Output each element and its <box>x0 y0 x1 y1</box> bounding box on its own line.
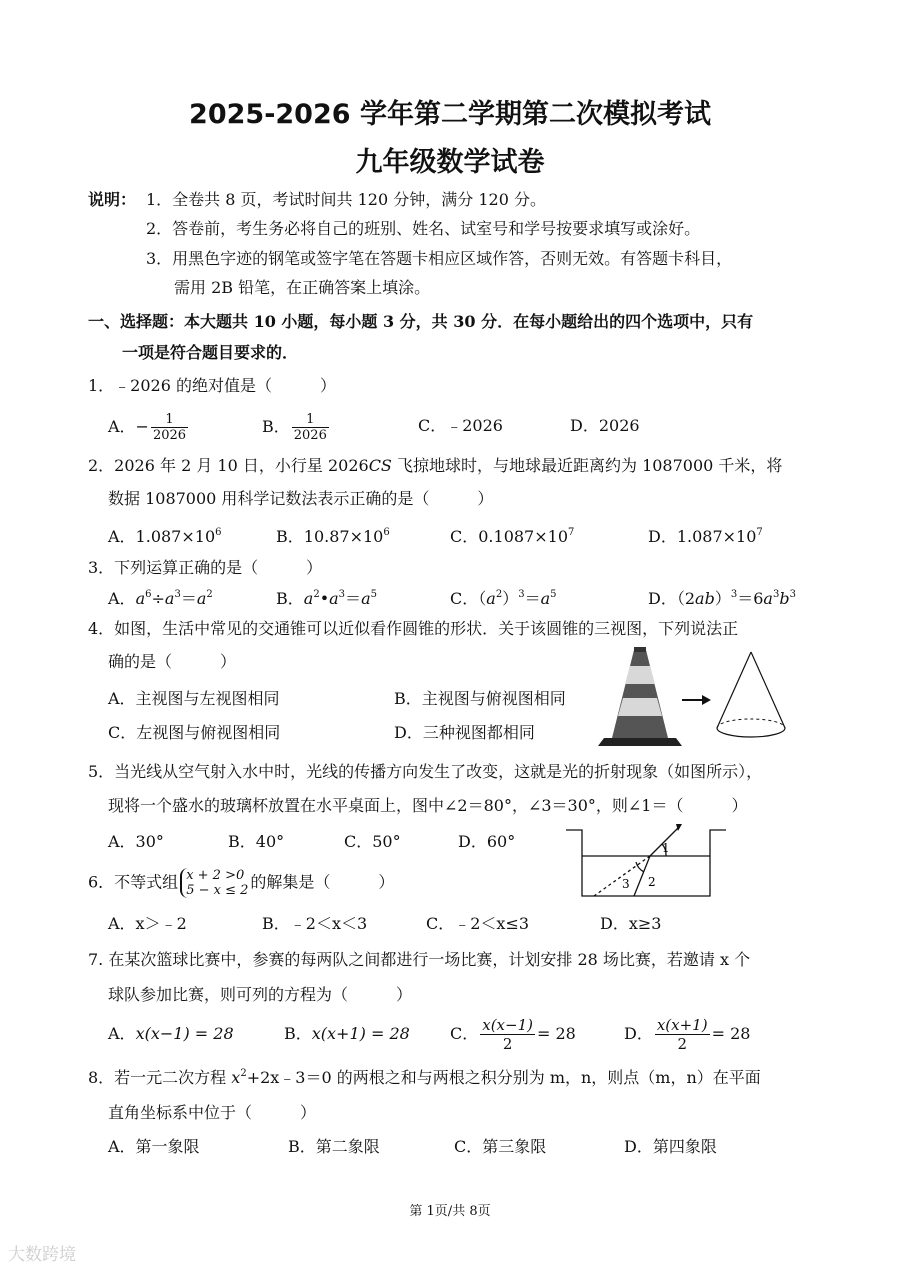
section1-heading-line2: 一项是符合题目要求的． <box>122 343 299 362</box>
q5-option-d: D．60° <box>458 832 516 851</box>
q8-option-b: B．第二象限 <box>288 1137 380 1156</box>
q6-option-c: C．﹣2＜x≤3 <box>426 914 530 933</box>
instruction-item-4: 需用 2B 铅笔，在正确答案上填涂。 <box>174 278 431 297</box>
q2-option-d: D．$1.087\times 10^7$ <box>648 527 763 546</box>
traffic-cone-icon <box>598 647 682 746</box>
q6-option-a: A．x＞﹣2 <box>108 914 187 933</box>
q5-stem-line1: 5．当光线从空气射入水中时，光线的传播方向发生了改变，这就是光的折射现象（如图所示）， <box>88 762 763 781</box>
figure-label-1: 1 <box>662 841 670 855</box>
cone-diagram-icon <box>717 652 785 737</box>
figure-label-2: 2 <box>648 875 656 889</box>
q5-option-c: C．50° <box>344 832 401 851</box>
q3-option-c: C．$(a^2)^3=a^5$ <box>450 589 557 608</box>
q6-option-d: D．x≥3 <box>600 914 662 933</box>
q3-option-b: B．$a^2•a^3=a^5$ <box>276 589 377 608</box>
exam-subtitle: 九年级数学试卷 <box>355 147 545 178</box>
q4-option-c: C．左视图与俯视图相同 <box>108 723 281 742</box>
q7-stem-line2: 球队参加比赛，则可列的方程为（ ） <box>108 985 413 1004</box>
q1-option-d: D．2026 <box>570 416 640 435</box>
instruction-item-3: 3．用黑色字迹的钢笔或签字笔在答题卡相应区域作答，否则无效。有答题卡科目， <box>146 249 733 268</box>
q5-stem-line2: 现将一个盛水的玻璃杯放置在水平桌面上，图中∠2＝80°，∠3＝30°，则∠1＝（ ） <box>108 796 748 815</box>
q8-option-d: D．第四象限 <box>624 1137 717 1156</box>
q8-stem-line2: 直角坐标系中位于（ ） <box>108 1103 317 1122</box>
q7-option-b: B．x(x+1) = 28 <box>284 1024 410 1043</box>
instructions-label: 说明： <box>88 190 137 209</box>
instruction-item-1: 1．全卷共 8 页，考试时间共 120 分钟，满分 120 分。 <box>146 190 546 209</box>
page-number: 第 1页/共 8页 <box>409 1204 491 1219</box>
q8-option-c: C．第三象限 <box>454 1137 547 1156</box>
q7-option-c: C． $\frac{x(x-1)}{2}$ = 28 <box>450 1016 576 1053</box>
q4-stem-line1: 4．如图，生活中常见的交通锥可以近似看作圆锥的形状．关于该圆锥的三视图，下列说法正 <box>88 619 739 638</box>
q2-stem-line1: 2．2026 年 2 月 10 日，小行星 2026CS 飞掠地球时，与地球最近距离约为 1087000 千米，将 <box>88 456 783 475</box>
q6-stem: 6．不等式组 x + 2 >0 5 − x ≤ 2 的解集是（ ） <box>88 868 395 898</box>
section1-heading-line1: 一、选择题：本大题共 10 小题，每小题 3 分，共 30 分．在每小题给出的四个选项中，只有 <box>88 312 754 331</box>
q8-stem-line1: 8．若一元二次方程 $x^2+2x﹣3=0$ 的两根之和与两根之积分别为 m，n，则点（m，n）在平面 <box>88 1068 761 1087</box>
q4-option-d: D．三种视图都相同 <box>394 723 535 742</box>
q2-option-a: A．$1.087\times 10^6$ <box>108 527 222 546</box>
q7-option-a: A．x(x−1) = 28 <box>108 1024 234 1043</box>
figure-label-3: 3 <box>622 877 630 891</box>
q6-option-b: B．﹣2＜x＜3 <box>262 914 368 933</box>
inequality-system: x + 2 >0 5 − x ≤ 2 <box>180 868 248 898</box>
q3-option-d: D．$(2ab)^3=6a^3b^3$ <box>648 589 796 608</box>
q4-stem-line2: 确的是（ ） <box>108 652 237 671</box>
q3-option-a: A．$a^6\div a^3=a^2$ <box>108 589 213 608</box>
q7-option-d: D． $\frac{x(x+1)}{2}$ = 28 <box>624 1016 751 1053</box>
q4-option-a: A．主视图与左视图相同 <box>108 689 280 708</box>
arrow-right-icon <box>682 695 711 705</box>
refraction-figure <box>562 822 728 900</box>
instruction-item-2: 2．答卷前，考生务必将自己的班别、姓名、试室号和学号按要求填写或涂好。 <box>146 219 701 238</box>
q8-option-a: A．第一象限 <box>108 1137 200 1156</box>
q1-option-b: B． $\frac{1}{2026}$ <box>262 412 327 443</box>
q1-option-a: A．− $\frac{1}{2026}$ <box>108 412 187 443</box>
watermark: 大数跨境 <box>8 1245 76 1265</box>
q7-stem-line1: 7. 在某次篮球比赛中，参赛的每两队之间都进行一场比赛，计划安排 28 场比赛，若邀请 x 个 <box>88 950 751 969</box>
q5-option-b: B．40° <box>228 832 285 851</box>
q1-stem: 1．﹣2026 的绝对值是（ ） <box>88 376 336 395</box>
q2-stem-line2: 数据 1087000 用科学记数法表示正确的是（ ） <box>108 489 494 508</box>
q2-option-c: C．$0.1087\times 10^7$ <box>450 527 575 546</box>
q3-stem: 3．下列运算正确的是（ ） <box>88 558 323 577</box>
q1-option-c: C．﹣2026 <box>418 416 503 435</box>
exam-title: 2025-2026 学年第二学期第二次模拟考试 <box>189 99 711 130</box>
q5-option-a: A．30° <box>108 832 164 851</box>
traffic-cone-figure <box>596 644 796 748</box>
q4-option-b: B．主视图与俯视图相同 <box>394 689 566 708</box>
q2-option-b: B．$10.87\times 10^6$ <box>276 527 390 546</box>
